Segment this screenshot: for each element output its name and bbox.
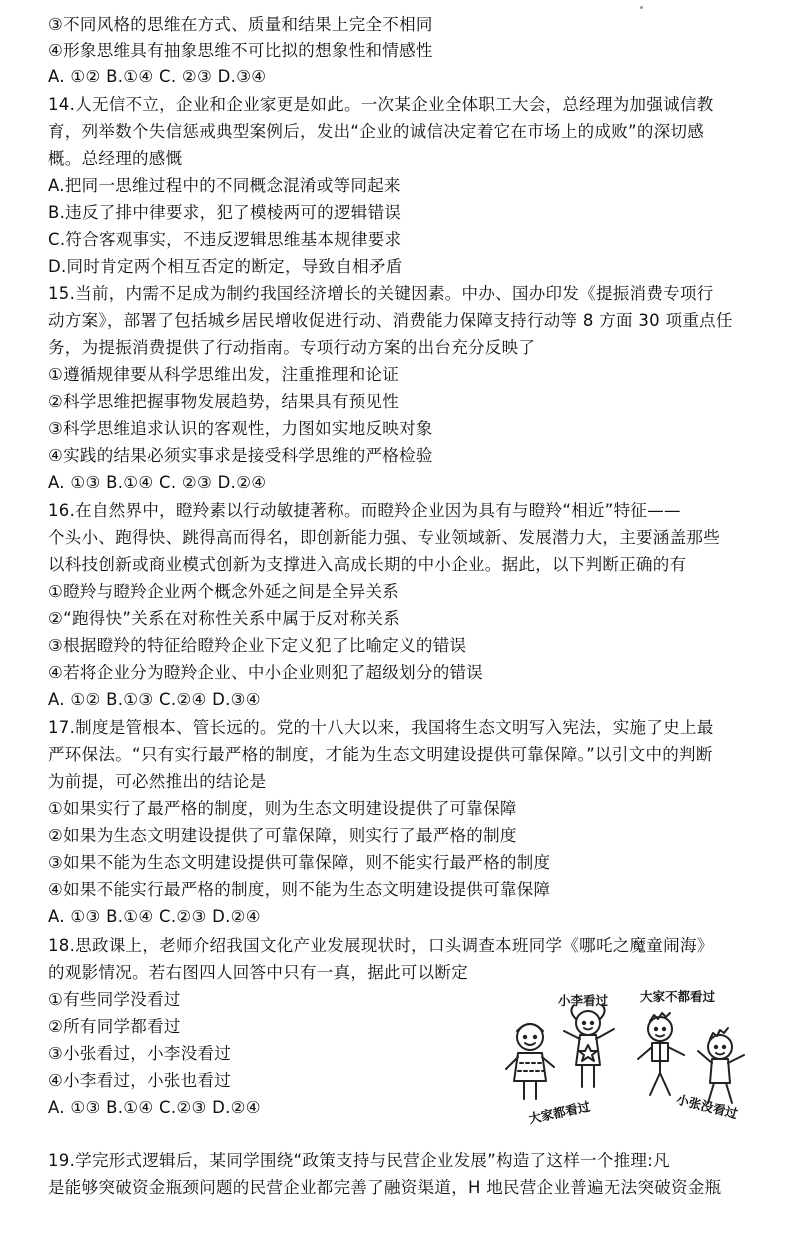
text-line: 概。总经理的感慨 <box>48 149 183 168</box>
statement-3: ③根据瞪羚的特征给瞪羚企业下定义犯了比喻定义的错误 <box>48 636 467 655</box>
statement-4: ④如果不能实行最严格的制度，则不能为生态文明建设提供可靠保障 <box>48 880 551 899</box>
statement-4: ④实践的结果必须实事求是接受科学思维的严格检验 <box>48 446 433 465</box>
statement-2: ②“跑得快”关系在对称性关系中属于反对称关系 <box>48 609 400 628</box>
option-a: A.把同一思维过程中的不同概念混淆或等同起来 <box>48 176 401 195</box>
text-line: ④形象思维具有抽象思维不可比拟的想象性和情感性 <box>48 41 433 60</box>
speech-not-all: 大家不都看过 <box>640 989 716 1004</box>
statement-1: ①遵循规律要从科学思维出发，注重推理和论证 <box>48 365 400 384</box>
text-line: 动方案》，部署了包括城乡居民增收促进行动、消费能力保障支持行动等 8 方面 30 项重点任 <box>48 311 733 330</box>
answer-options: A. ①② B.①③ C.②④ D.③④ <box>48 690 261 709</box>
text-line: 的观影情况。若右图四人回答中只有一真，据此可以断定 <box>48 963 468 982</box>
text-line: 个头小、跑得快、跳得高而得名，即创新能力强、专业领域新、发展潜力大，主要涵盖那些 <box>48 528 720 547</box>
four-kids-illustration <box>500 985 755 1135</box>
kid-4-body <box>710 1059 730 1083</box>
answer-options: A. ①③ B.①④ C.②③ D.②④ <box>48 1098 261 1117</box>
text-line: 以科技创新或商业模式创新为支撑进入高成长期的中小企业。据此，以下判断正确的有 <box>48 555 687 574</box>
text-line: 为前提，可必然推出的结论是 <box>48 772 267 791</box>
statement-4: ④若将企业分为瞪羚企业、中小企业则犯了超级划分的错误 <box>48 663 484 682</box>
question-18: 18.思政课上，老师介绍我国文化产业发展现状时，口头调查本班同学《哪吒之魔童闹海》 <box>48 936 714 955</box>
text-line: 育，列举数个失信惩戒典型案例后，发出“企业的诚信决定着它在市场上的成败”的深切感 <box>48 122 705 141</box>
statement-2: ②科学思维把握事物发展趋势，结果具有预见性 <box>48 392 400 411</box>
answer-options: A. ①③ B.①④ C. ②③ D.②④ <box>48 473 267 492</box>
answer-options: A. ①③ B.①④ C.②③ D.②④ <box>48 907 261 926</box>
statement-2: ②如果为生态文明建设提供了可靠保障，则实行了最严格的制度 <box>48 826 517 845</box>
text-line: ③不同风格的思维在方式、质量和结果上完全不相同 <box>48 15 433 34</box>
speech-xiaozhang: 小张没看过 <box>674 1091 740 1122</box>
statement-2: ②所有同学都看过 <box>48 1017 181 1036</box>
statement-1: ①如果实行了最严格的制度，则为生态文明建设提供了可靠保障 <box>48 799 517 818</box>
speech-xiaoli: 小李看过 <box>558 993 609 1008</box>
statement-1: ①瞪羚与瞪羚企业两个概念外延之间是全异关系 <box>48 582 400 601</box>
option-d: D.同时肯定两个相互否定的断定，导致自相矛盾 <box>48 257 403 276</box>
text-line: 务，为提振消费提供了行动指南。专项行动方案的出台充分反映了 <box>48 338 536 357</box>
option-c: C.符合客观事实，不违反逻辑思维基本规律要求 <box>48 230 402 249</box>
text-line: 严环保法。“只有实行最严格的制度，才能为生态文明建设提供可靠保障。”以引文中的判断 <box>48 745 713 764</box>
statement-3: ③如果不能为生态文明建设提供可靠保障，则不能实行最严格的制度 <box>48 853 551 872</box>
scan-speck <box>640 6 643 9</box>
statement-1: ①有些同学没看过 <box>48 990 181 1009</box>
statement-4: ④小李看过，小张也看过 <box>48 1071 232 1090</box>
option-b: B.违反了排中律要求，犯了模棱两可的逻辑错误 <box>48 203 402 222</box>
text-line: 是能够突破资金瓶颈问题的民营企业都完善了融资渠道，H 地民营企业普遍无法突破资金瓶 <box>48 1178 722 1197</box>
question-17: 17.制度是管根本、管长远的。党的十八大以来，我国将生态文明写入宪法，实施了史上最 <box>48 718 714 737</box>
question-16: 16.在自然界中，瞪羚素以行动敏捷著称。而瞪羚企业因为具有与瞪羚“相近”特征—— <box>48 501 681 520</box>
answer-options: A. ①② B.①④ C. ②③ D.③④ <box>48 67 267 86</box>
question-14: 14.人无信不立，企业和企业家更是如此。一次某企业全体职工大会，总经理为加强诚信教 <box>48 95 714 114</box>
statement-3: ③小张看过，小李没看过 <box>48 1044 232 1063</box>
speech-all: 大家都看过 <box>527 1098 592 1127</box>
question-15: 15.当前，内需不足成为制约我国经济增长的关键因素。中办、国办印发《提振消费专项行 <box>48 284 714 303</box>
question-19: 19.学完形式逻辑后，某同学围绕“政策支持与民营企业发展”构造了这样一个推理:凡 <box>48 1151 670 1170</box>
kid-2-head <box>576 1011 600 1035</box>
statement-3: ③科学思维追求认识的客观性，力图如实地反映对象 <box>48 419 433 438</box>
